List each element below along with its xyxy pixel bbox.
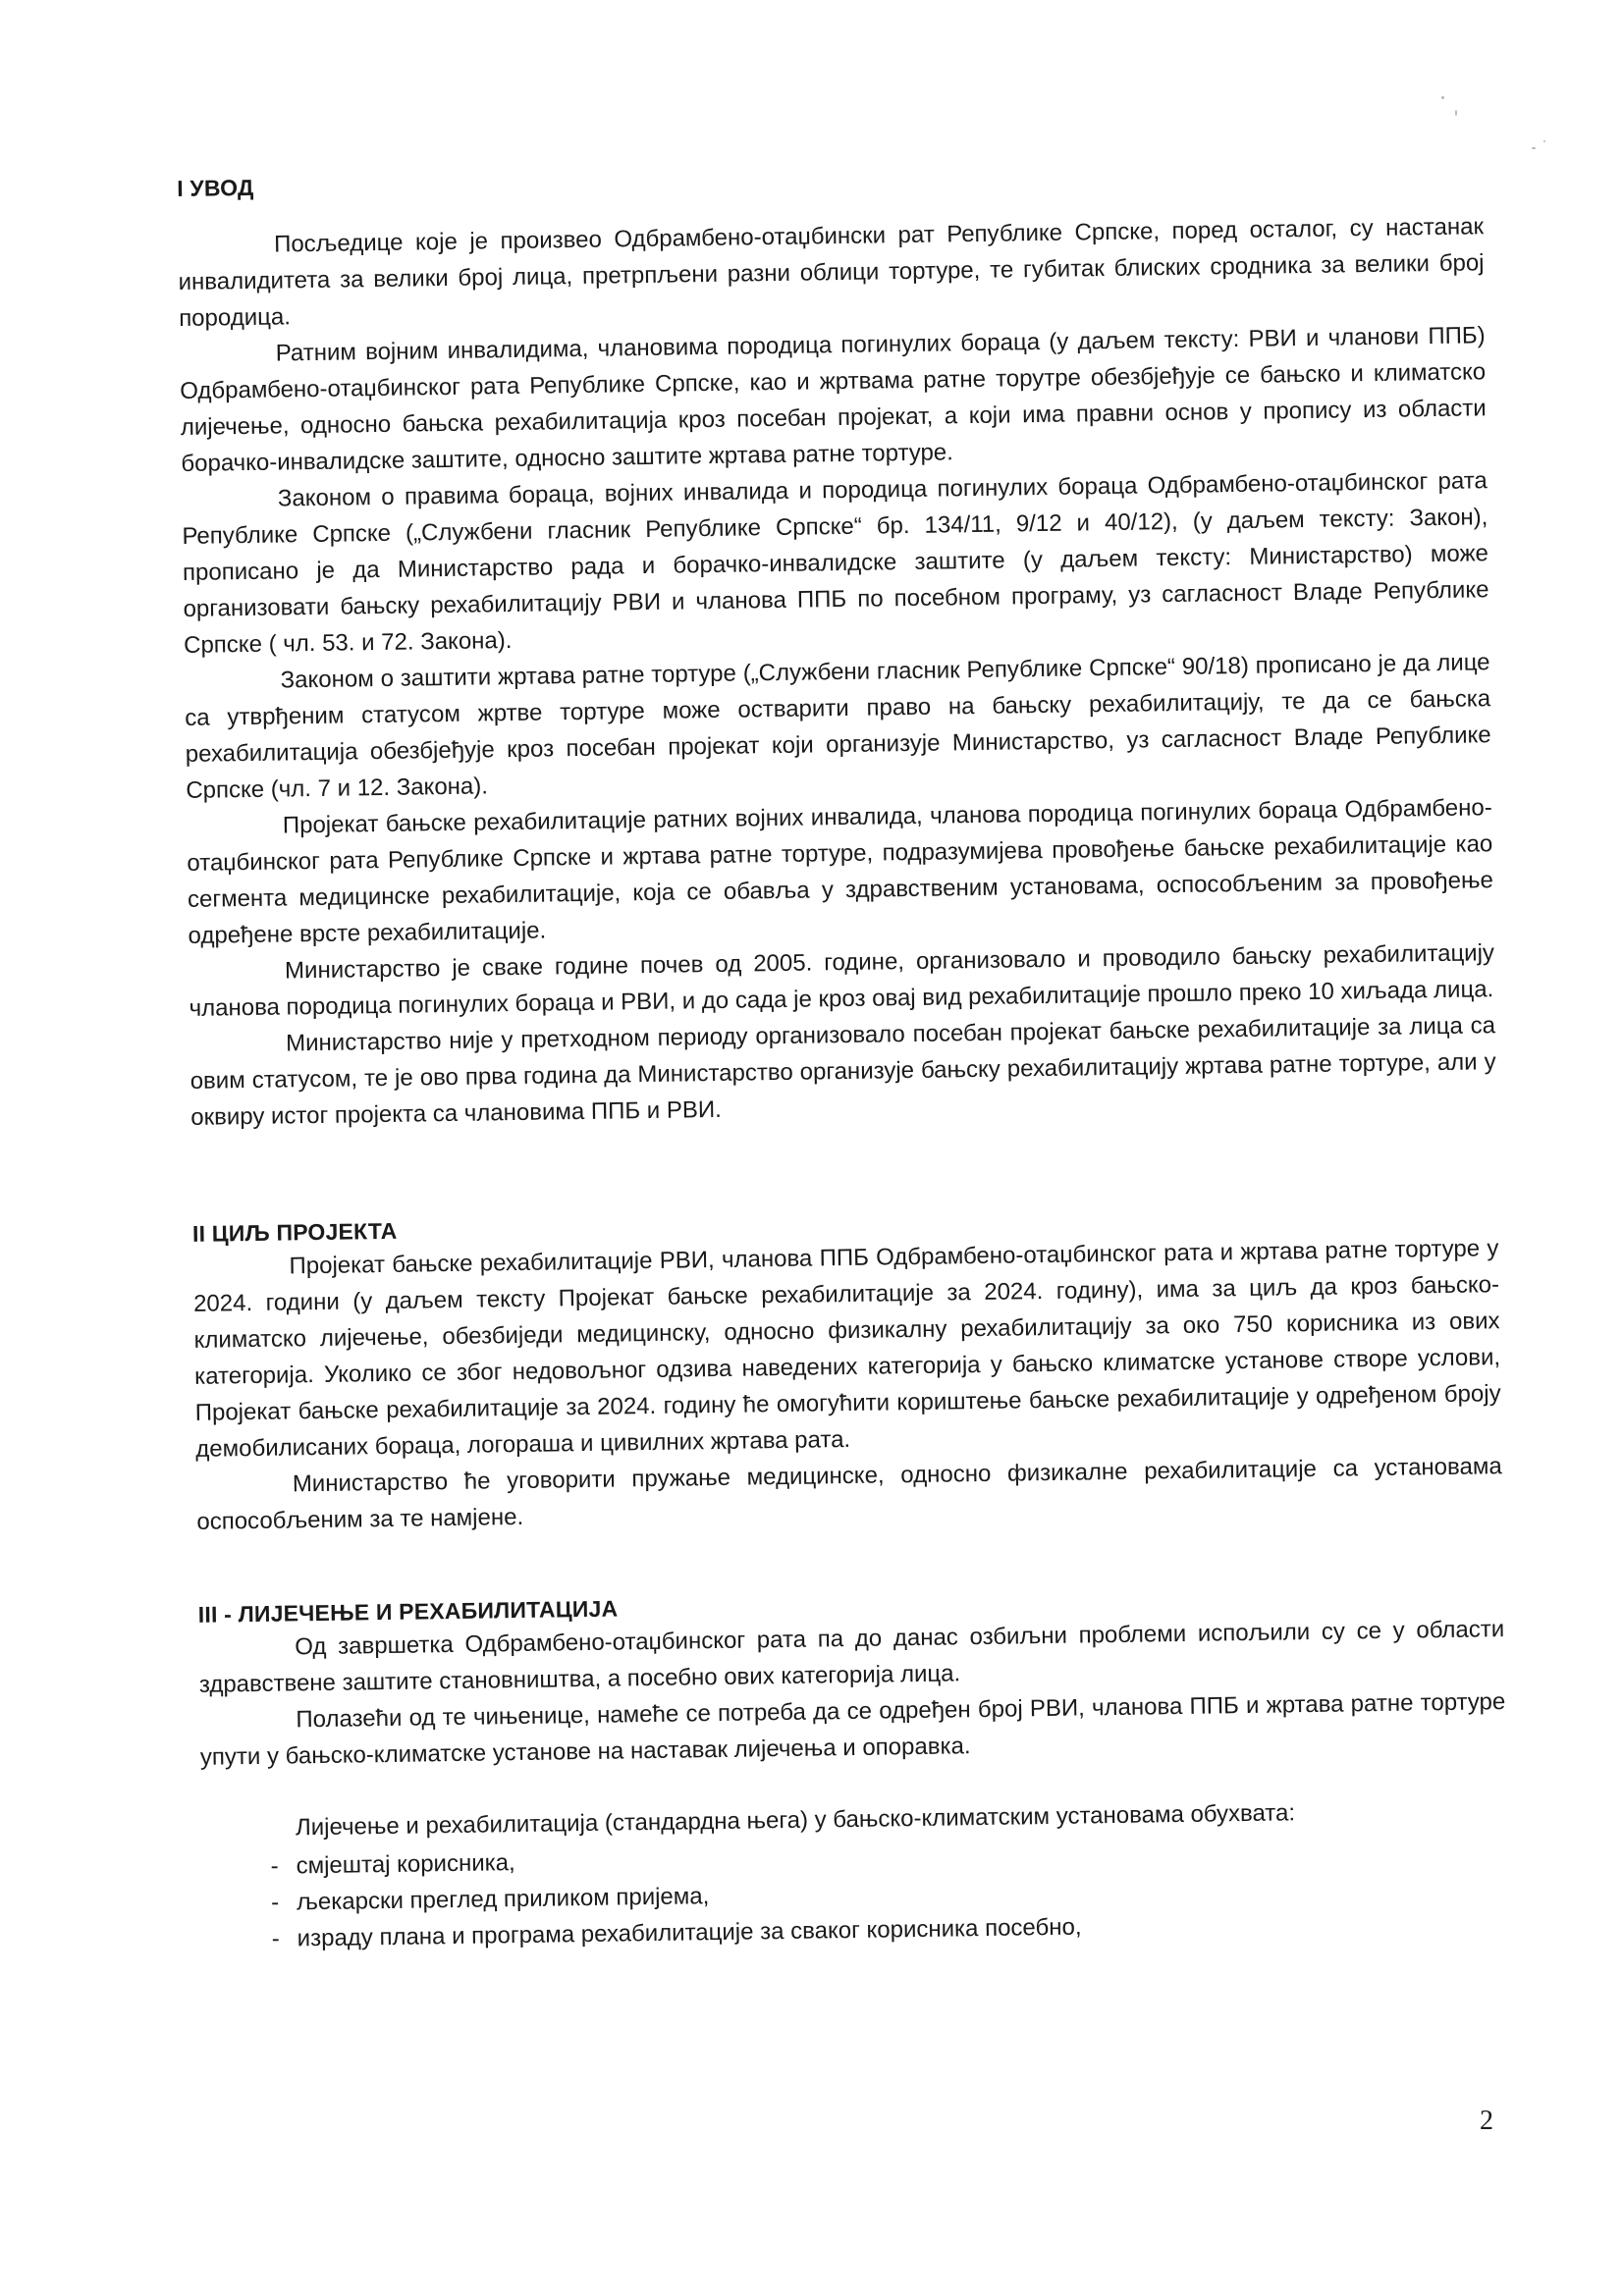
services-list [201,1830,1509,1958]
paragraph: Пројекат бањске рехабилитације РВИ, чланова ППБ Одбрамбено-отаџбинског рата и жртава ратне тортуре у 2024. години (у даљем тексту Пројекат бањске рехабилитације за 2024. годину), има за циљ да кроз бањско-климатско лијечење, обезбиједи медицинску, односно физикалну рехабилитацију за око 750 корисника из ових категорија. Уколико се због недовољног одзива наведених категорија у бањско климатске установе створе услови, Пројекат бањске рехабилитације за 2024. годину ће омогућити кориштење бањске рехабилитације у одређеном броју демобилисаних бораца, логораша и цивилних жртава рата. [192,1235,1501,1463]
paragraph: Министарство није у претходном периоду организовало посебан пројекат бањске рехабилитације за лица са овим статусом, те је ово прва година да Министарство организује бањску рехабилитацију жртава ратне тортуре, али у оквиру истог пројекта са члановима ППБ и РВИ. [189,1012,1496,1131]
section-project-goal [192,1199,1503,1540]
paragraph: Од завршетка Одбрамбено-отаџбинског рата па до данас озбиљни проблеми испољили су се у области здравствене заштите становништва, а посебно ових категорија лица. [198,1616,1505,1698]
scan-speck [1455,110,1457,116]
section-heading: I УВОД [177,174,254,201]
paragraph: Полазећи од те чињенице, намеће се потреба да се одређен број РВИ, чланова ППБ и жртава ратне тортуре упути у бањско-климатске установе на наставак лијечења и опоравка. [199,1688,1506,1771]
paragraph: Министарство ће уговорити пружање медицинске, односно физикалне рехабилитације са установама оспособљеним за те намјене. [196,1453,1502,1535]
paragraph: Ратним војним инвалидима, члановима породица погинулих бораца (у даљем тексту: РВИ и чланови ППБ) Одбрамбено-отаџбинског рата Републике Српске, као и жртвама ратне торутре обезбјеђује се бањско и климатско лијечење, односно бањска рехабилитација кроз посебан пројекат, а који има правни основ у пропису из области борачко-инвалидске заштите, односно заштите жртава ратне тортуре. [180,322,1487,477]
page-number: 2 [1480,2106,1493,2136]
paragraph: Пројекат бањске рехабилитације ратних војних инвалида, чланова породица погинулих бораца Одбрамбено-отаџбинског рата Републике Српске и жртава ратне тортуре, подразумијева провођење бањске рехабилитације као сегмента медицинске рехабилитације, која се обавља у здравственим установама, оспособљеним за провођење одређене врсте рехабилитације. [187,794,1494,949]
scan-speck [1543,140,1545,142]
list-marker: - [270,1889,280,1916]
section-treatment-rehabilitation [198,1579,1509,1958]
paragraph: Законом о заштити жртава ратне тортуре („Службени гласник Републике Српске“ 90/18) прописано је да лице са утврђеним статусом жртве тортуре може остварити право на бањску рехабилитацију, те да се бањска рехабилитација обезбјеђује кроз посебан пројекат који организује Министарство, уз сагласност Владе Републике Српске (чл. 7 и 12. Закона). [185,649,1491,804]
section-heading: III - ЛИЈЕЧЕЊЕ И РЕХАБИЛИТАЦИЈА [197,1595,619,1628]
list-item-text: израду плана и програма рехабилитације за сваког корисника посебно, [297,1913,1082,1952]
section-introduction [177,153,1496,1136]
document-body [177,153,1509,1958]
scan-speck [1532,147,1536,149]
section-heading: II ЦИЉ ПРОЈЕКТА [191,1217,398,1247]
paragraph: Посљедице које је произвео Одбрамбено-отаџбински рат Републике Српске, поред осталог, су настанак инвалидитета за велики број лица, претрпљени разни облици тортуре, те губитак блиских сродника за велики број породица. [178,213,1485,332]
list-item-text: љекарски преглед приликом пријема, [296,1883,710,1916]
paragraph: Законом о правима бораца, војних инвалида и породица погинулих бораца Одбрамбено-отаџбинског рата Републике Српске („Службени гласник Републике Српске“ бр. 134/11, 9/12 и 40/12), (у даљем тексту: Закон), прописано је да Министарство рада и борачко-инвалидске заштите (у даљем тексту: Министарство) може организовати бањску рехабилитацију РВИ и чланова ППБ по посебном програму, уз сагласност Владе Републике Српске ( чл. 53. и 72. Закона). [182,467,1489,659]
list-marker: - [271,1925,280,1952]
scan-speck [1441,96,1444,99]
paragraph: Министарство је сваке године почев од 2005. године, организовало и проводило бањску рехабилитацију чланова породица погинулих бораца и РВИ, и до сада је кроз овај вид рехабилитације прошло преко 10 хиљада лица. [189,939,1495,1022]
list-intro: Лијечење и рехабилитација (стандардна њега) у бањско-климатским установама обухвата: [295,1799,1296,1842]
list-item-text: смјештај корисника, [296,1849,515,1880]
list-marker: - [270,1852,279,1880]
